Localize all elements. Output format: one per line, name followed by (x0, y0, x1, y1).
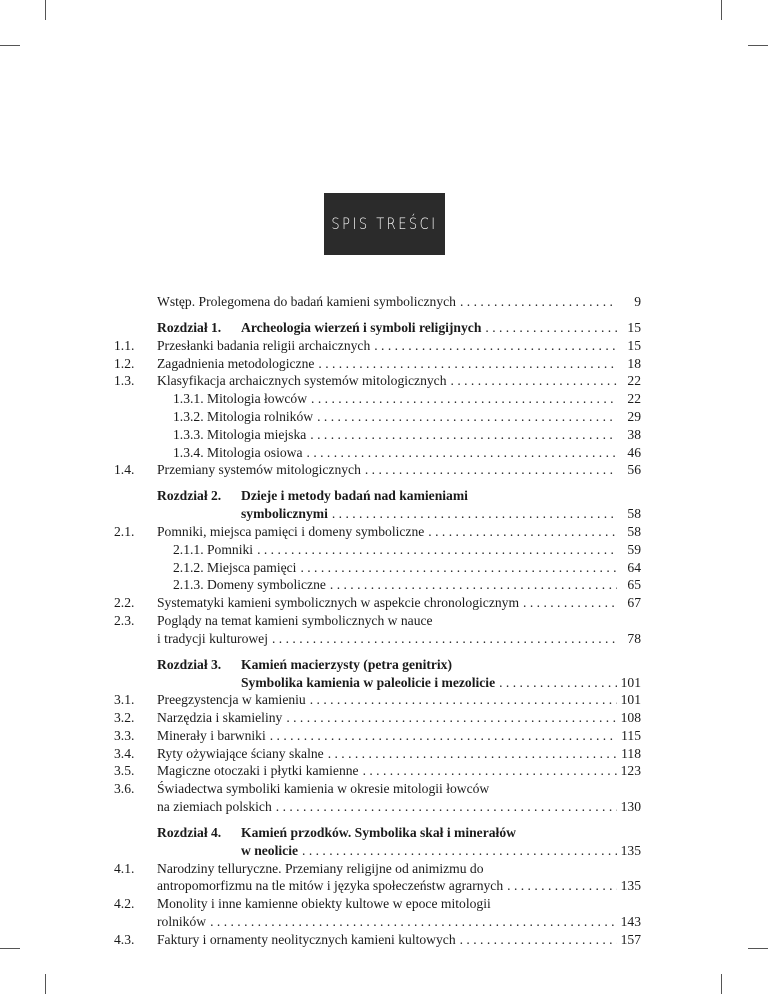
page-number: 15 (627, 320, 641, 335)
crop-mark (721, 974, 722, 994)
chapter-prefix: Rozdział 3. (157, 657, 222, 672)
crop-mark (45, 0, 46, 20)
entry-title: Symbolika kamienia w paleolicie i mezolicie (241, 675, 496, 690)
dot-leader (210, 912, 617, 931)
dot-leader (286, 708, 616, 727)
entry-title: w neolicie (241, 843, 299, 858)
section-number: 1.3. (114, 373, 135, 388)
page-number: 123 (620, 763, 641, 778)
entry-title: Dzieje i metody badań nad kamieniami (241, 488, 468, 503)
entry-title: Ryty ożywiające ściany skalne (157, 746, 324, 761)
entry-title: na ziemiach polskich (157, 799, 272, 814)
crop-mark (748, 948, 768, 949)
page-number: 130 (620, 799, 641, 814)
section-number: 3.4. (114, 746, 135, 761)
entry-title: symbolicznymi (241, 506, 328, 521)
section-number: 1.4. (114, 462, 135, 477)
entry-title: Wstęp. Prolegomena do badań kamieni symbolicznych (157, 294, 456, 309)
entry-title: Monolity i inne kamienne obiekty kultowe w epoce mitologii (157, 896, 491, 911)
page-number: 46 (627, 445, 641, 460)
entry-title: Magiczne otoczaki i płytki kamienne (157, 763, 359, 778)
chapter-prefix: Rozdział 1. (157, 320, 222, 335)
page-number: 59 (627, 542, 641, 557)
entry-title: 2.1.2. Miejsca pamięci (173, 560, 297, 575)
page-number: 56 (627, 462, 641, 477)
entry-title: Systematyki kamieni symbolicznych w aspekcie chronologicznym (157, 595, 520, 610)
entry-title: Narzędzia i skamieliny (157, 710, 283, 725)
entry-title: Archeologia wierzeń i symboli religijnych (241, 320, 482, 335)
dot-leader (523, 593, 617, 612)
dot-leader (365, 460, 617, 479)
dot-leader (317, 407, 617, 426)
section-number: 3.5. (114, 763, 135, 778)
section-number: 1.1. (114, 338, 135, 353)
page-number: 135 (620, 843, 641, 858)
dot-leader (363, 761, 617, 780)
dot-leader (507, 876, 616, 895)
dot-leader (374, 336, 617, 355)
section-number: 4.2. (114, 896, 135, 911)
dot-leader (485, 318, 617, 337)
entry-title: Kamień macierzysty (petra genitrix) (241, 657, 453, 672)
dot-leader (310, 690, 617, 709)
entry-title: Klasyfikacja archaicznych systemów mitologicznych (157, 373, 447, 388)
page-number: 22 (627, 373, 641, 388)
page-number: 101 (620, 675, 641, 690)
dot-leader (460, 292, 617, 311)
page-number: 67 (627, 595, 641, 610)
page-number: 15 (627, 338, 641, 353)
dot-leader (332, 504, 617, 523)
page-number: 29 (627, 409, 641, 424)
section-number: 4.3. (114, 932, 135, 947)
section-number: 1.2. (114, 356, 135, 371)
entry-title: 2.1.1. Pomniki (173, 542, 254, 557)
crop-mark (721, 0, 722, 20)
dot-leader (460, 930, 617, 949)
entry-title: 1.3.3. Mitologia miejska (173, 427, 307, 442)
entry-title: rolników (157, 914, 207, 929)
entry-title: Przemiany systemów mitologicznych (157, 462, 361, 477)
page-number: 58 (627, 506, 641, 521)
entry-title: Poglądy na temat kamieni symbolicznych w nauce (157, 613, 433, 628)
chapter-prefix: Rozdział 4. (157, 825, 222, 840)
entry-title: 1.3.2. Mitologia rolników (173, 409, 314, 424)
dot-leader (330, 575, 617, 594)
page-number: 135 (620, 878, 641, 893)
dot-leader (310, 425, 617, 444)
entry-title: Narodziny telluryczne. Przemiany religijne od animizmu do (157, 861, 484, 876)
dot-leader (270, 726, 617, 745)
entry-title: Przesłanki badania religii archaicznych (157, 338, 371, 353)
dot-leader (257, 540, 617, 559)
chapter-prefix: Rozdział 2. (157, 488, 222, 503)
dot-leader (428, 522, 617, 541)
entry-title: 1.3.1. Mitologia łowców (173, 391, 308, 406)
page-number: 118 (621, 746, 641, 761)
page-number: 64 (627, 560, 641, 575)
section-number: 2.1. (114, 524, 135, 539)
page-number: 115 (621, 728, 641, 743)
section-number: 3.2. (114, 710, 135, 725)
entry-title: 1.3.4. Mitologia osiowa (173, 445, 303, 460)
page-number: 18 (627, 356, 641, 371)
page-number: 157 (620, 932, 641, 947)
entry-title: Preegzystencja w kamieniu (157, 692, 306, 707)
crop-mark (45, 974, 46, 994)
toc-heading: SPIS TREŚCI (331, 214, 438, 234)
dot-leader (451, 371, 617, 390)
dot-leader (302, 841, 617, 860)
dot-leader (276, 797, 617, 816)
entry-title: Świadectwa symboliki kamienia w okresie mitologii łowców (157, 781, 490, 796)
entry-title: Zagadnienia metodologiczne (157, 356, 315, 371)
page-number: 38 (627, 427, 641, 442)
page-number: 143 (620, 914, 641, 929)
entry-title: Kamień przodków. Symbolika skał i minerałów (241, 825, 516, 840)
toc-heading-box (324, 193, 445, 255)
section-number: 2.3. (114, 613, 135, 628)
section-number: 3.6. (114, 781, 135, 796)
section-number: 2.2. (114, 595, 135, 610)
entry-title: Pomniki, miejsca pamięci i domeny symboliczne (157, 524, 425, 539)
entry-title: i tradycji kulturowej (157, 631, 268, 646)
dot-leader (311, 389, 617, 408)
page-number: 101 (620, 692, 641, 707)
crop-mark (0, 45, 20, 46)
section-number: 3.3. (114, 728, 135, 743)
crop-mark (0, 948, 20, 949)
page-number: 58 (627, 524, 641, 539)
page-number: 108 (620, 710, 641, 725)
entry-title: Minerały i barwniki (157, 728, 266, 743)
page-number: 9 (634, 294, 641, 309)
entry-title: antropomorfizmu na tle mitów i języka społeczeństw agrarnych (157, 878, 504, 893)
crop-mark (748, 45, 768, 46)
section-number: 4.1. (114, 861, 135, 876)
page-number: 22 (627, 391, 641, 406)
entry-title: Faktury i ornamenty neolitycznych kamieni kultowych (157, 932, 456, 947)
section-number: 3.1. (114, 692, 135, 707)
page-number: 65 (627, 577, 641, 592)
dot-leader (272, 629, 617, 648)
page-number: 78 (627, 631, 641, 646)
entry-title: 2.1.3. Domeny symboliczne (173, 577, 326, 592)
